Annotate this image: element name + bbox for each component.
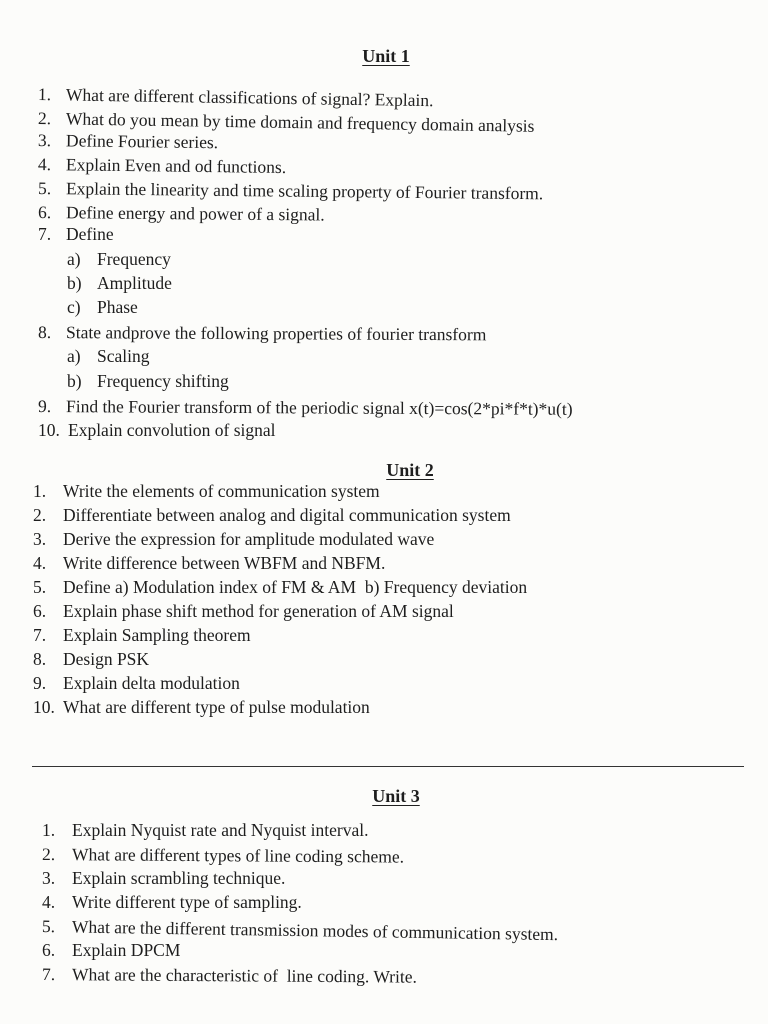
question-text: Define a) Modulation index of FM & AM b) Frequency deviation bbox=[63, 577, 528, 597]
question-number: 3. bbox=[33, 529, 47, 549]
question-number: 5. bbox=[37, 178, 52, 199]
question-text: Explain Even and od functions. bbox=[65, 154, 287, 178]
question-text: Design PSK bbox=[63, 649, 150, 669]
question-text: Write difference between WBFM and NBFM. bbox=[63, 553, 386, 573]
question-text: Explain Sampling theorem bbox=[63, 625, 251, 645]
question-number: 4. bbox=[37, 154, 52, 175]
unit1-question-7 bbox=[38, 226, 114, 244]
sub-text: Frequency shifting bbox=[97, 371, 229, 391]
question-number: 8. bbox=[33, 649, 47, 669]
question-text: Differentiate between analog and digital communication system bbox=[63, 505, 511, 525]
unit2-question-8 bbox=[33, 651, 149, 669]
question-text: Write different type of sampling. bbox=[72, 892, 302, 912]
unit2-question-10 bbox=[33, 699, 370, 717]
question-text: Explain convolution of signal bbox=[68, 420, 276, 440]
unit1-question-3 bbox=[38, 132, 218, 152]
question-number: 7. bbox=[38, 224, 52, 244]
sub-text: Scaling bbox=[97, 346, 150, 366]
sub-number: b) bbox=[67, 371, 82, 391]
question-number: 3. bbox=[42, 868, 56, 888]
unit1-question-1 bbox=[38, 86, 434, 110]
question-text: Define bbox=[66, 224, 114, 244]
unit2-title: Unit 2 bbox=[386, 460, 434, 480]
question-number: 9. bbox=[37, 396, 52, 417]
question-number: 4. bbox=[42, 892, 56, 912]
unit1-q7-sub-c bbox=[67, 299, 138, 317]
sub-text: Frequency bbox=[97, 249, 171, 269]
question-number: 5. bbox=[33, 577, 47, 597]
question-number: 6. bbox=[42, 940, 56, 960]
question-text: Explain the linearity and time scaling property of Fourier transform. bbox=[65, 178, 544, 204]
unit2-question-3 bbox=[33, 531, 434, 549]
question-number: 10. bbox=[38, 420, 60, 440]
sub-text: Phase bbox=[97, 297, 138, 317]
question-number: 4. bbox=[33, 553, 47, 573]
question-text: Write the elements of communication system bbox=[63, 481, 380, 501]
question-number: 6. bbox=[33, 601, 47, 621]
question-text: What are different classifications of signal? Explain. bbox=[65, 84, 434, 111]
question-text: State andprove the following properties of fourier transform bbox=[65, 322, 487, 345]
question-number: 8. bbox=[37, 322, 52, 343]
unit1-q8-sub-b bbox=[67, 373, 229, 391]
question-number: 2. bbox=[33, 505, 47, 525]
unit1-q7-sub-b bbox=[67, 275, 172, 293]
unit1-question-4 bbox=[38, 156, 286, 177]
unit1-question-6 bbox=[38, 204, 325, 224]
unit1-q8-sub-a bbox=[67, 348, 150, 366]
question-text: What are different types of line coding scheme. bbox=[71, 844, 405, 867]
question-number: 7. bbox=[41, 964, 56, 985]
unit1-question-10 bbox=[38, 422, 276, 440]
unit2-question-4 bbox=[33, 555, 385, 573]
unit2-question-7 bbox=[33, 627, 251, 645]
unit3-title: Unit 3 bbox=[372, 786, 420, 806]
unit3-question-4 bbox=[42, 894, 302, 912]
sub-number: c) bbox=[67, 297, 81, 317]
unit3-question-6 bbox=[42, 942, 180, 960]
unit1-q7-sub-a bbox=[67, 251, 171, 269]
unit3-question-3 bbox=[42, 870, 285, 888]
unit1-question-8 bbox=[38, 324, 486, 344]
unit2-question-1 bbox=[33, 483, 380, 501]
section-divider bbox=[32, 766, 744, 767]
question-text: Explain phase shift method for generation of AM signal bbox=[63, 601, 454, 621]
question-text: Find the Fourier transform of the periodic signal x(t)=cos(2*pi*f*t)*u(t) bbox=[65, 396, 573, 419]
question-text: What do you mean by time domain and frequency domain analysis bbox=[65, 108, 535, 136]
question-text: Define Fourier series. bbox=[65, 130, 219, 153]
question-number: 1. bbox=[37, 84, 52, 105]
question-number: 1. bbox=[33, 481, 47, 501]
question-text: What are different type of pulse modulation bbox=[63, 697, 370, 717]
sub-number: a) bbox=[67, 346, 81, 366]
unit3-question-1 bbox=[42, 822, 368, 840]
unit1-question-9 bbox=[38, 398, 573, 418]
question-number: 2. bbox=[41, 844, 56, 865]
unit1-question-5 bbox=[38, 180, 543, 203]
question-number: 7. bbox=[33, 625, 47, 645]
question-text: Explain delta modulation bbox=[63, 673, 240, 693]
unit2-question-6 bbox=[33, 603, 454, 621]
question-text: Explain DPCM bbox=[72, 940, 181, 960]
question-number: 9. bbox=[33, 673, 47, 693]
question-number: 2. bbox=[37, 108, 52, 129]
unit3-question-2 bbox=[42, 846, 404, 866]
question-number: 5. bbox=[41, 916, 56, 937]
unit3-question-7 bbox=[42, 966, 417, 986]
unit1-title: Unit 1 bbox=[362, 46, 410, 66]
question-text: Explain scrambling technique. bbox=[72, 868, 286, 888]
question-number: 3. bbox=[37, 130, 52, 151]
sub-text: Amplitude bbox=[97, 273, 172, 293]
unit2-question-9 bbox=[33, 675, 240, 693]
question-text: Define energy and power of a signal. bbox=[65, 202, 325, 225]
sub-number: b) bbox=[67, 273, 82, 293]
question-text: What are the characteristic of line coding. Write. bbox=[71, 964, 418, 987]
question-number: 1. bbox=[42, 820, 56, 840]
unit2-question-2 bbox=[33, 507, 511, 525]
unit2-question-5 bbox=[33, 579, 527, 597]
question-text: Explain Nyquist rate and Nyquist interval. bbox=[72, 820, 369, 840]
question-text: Derive the expression for amplitude modulated wave bbox=[63, 529, 435, 549]
question-number: 10. bbox=[33, 697, 55, 717]
question-number: 6. bbox=[37, 202, 52, 223]
sub-number: a) bbox=[67, 249, 81, 269]
question-text: What are the different transmission modes of communication system. bbox=[71, 916, 559, 945]
